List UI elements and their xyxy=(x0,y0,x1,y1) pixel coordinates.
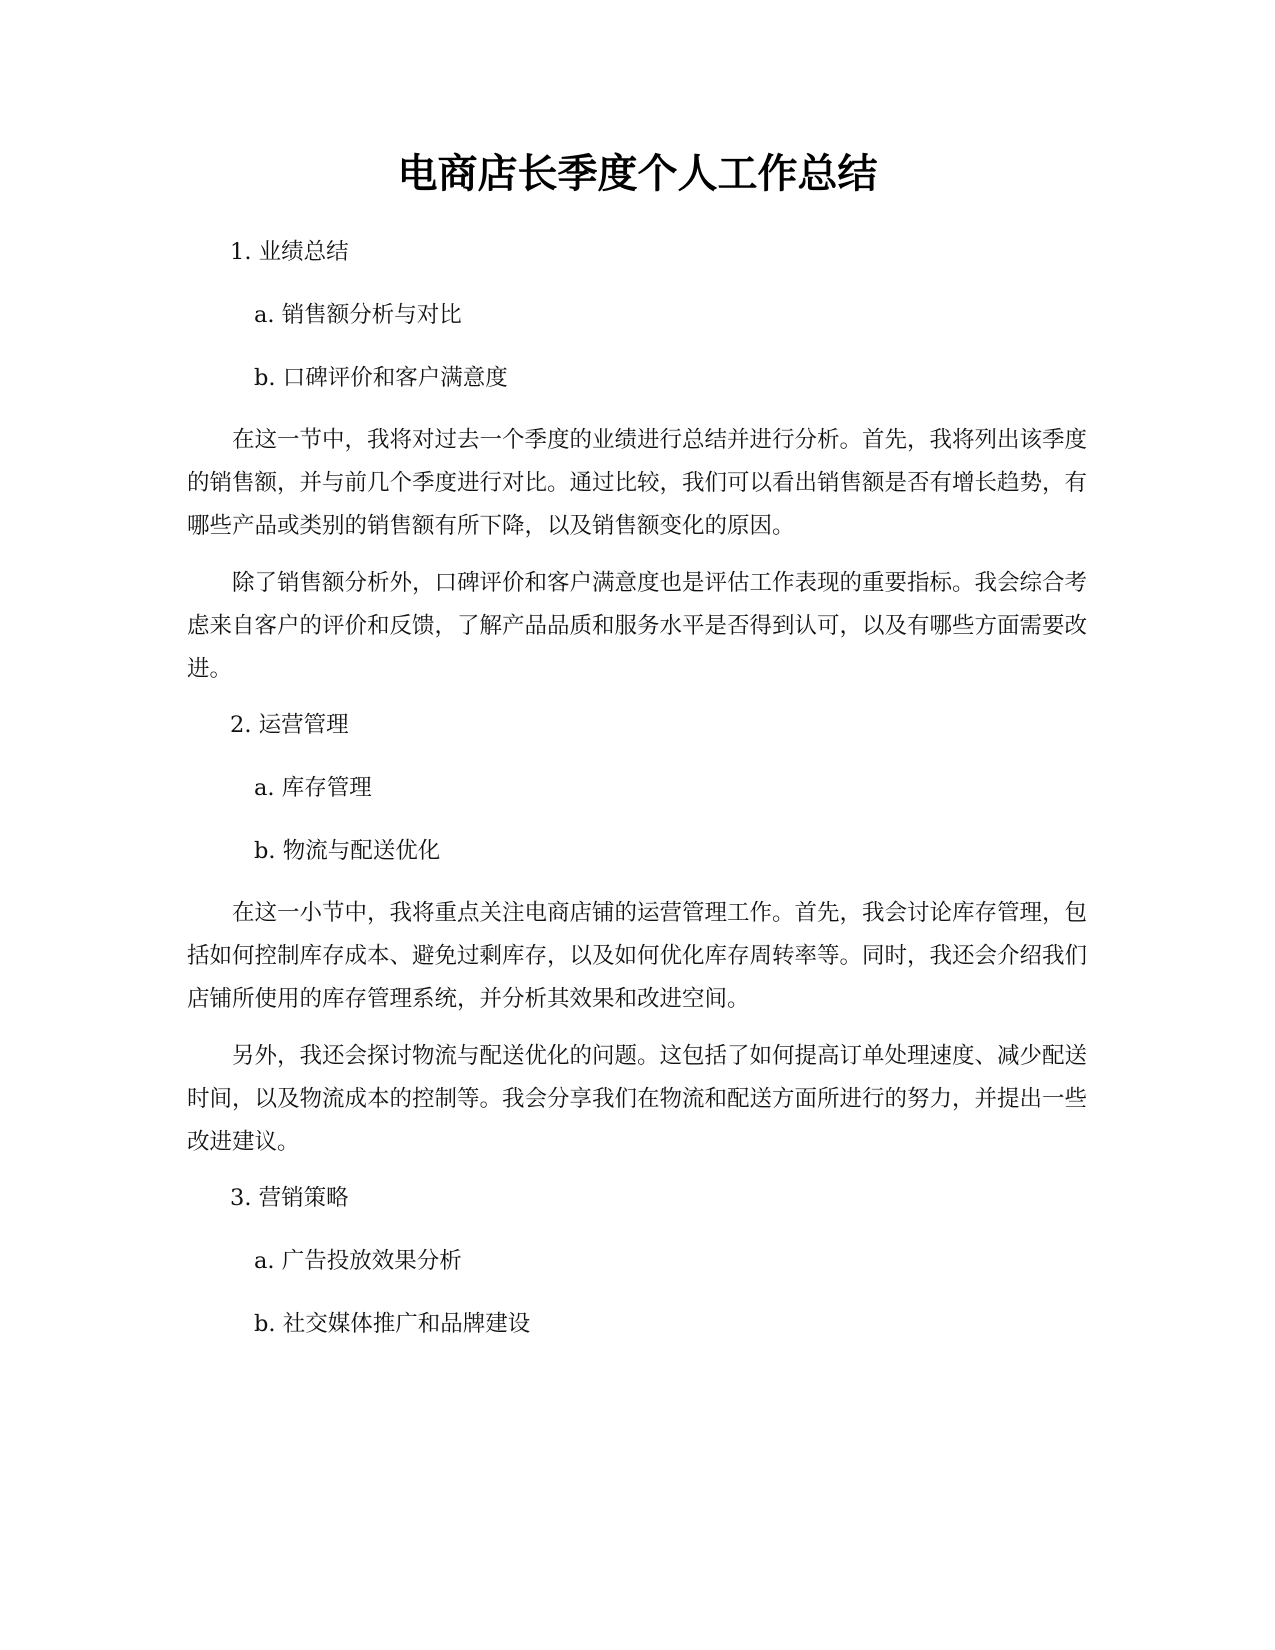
section-3-sub-a: a. 广告投放效果分析 xyxy=(254,1248,462,1274)
section-2-paragraph-2: 另外，我还会探讨物流与配送优化的问题。这包括了如何提高订单处理速度、减少配送时间，以及物流成本的控制等。我会分享我们在物流和配送方面所进行的努力，并提出一些改进建议。 xyxy=(187,1043,1088,1155)
section-1-sub-a: a. 销售额分析与对比 xyxy=(254,302,462,328)
section-3-sub-b: b. 社交媒体推广和品牌建设 xyxy=(254,1311,531,1337)
section-2-heading: 2. 运营管理 xyxy=(230,712,349,738)
section-1-heading: 1. 业绩总结 xyxy=(230,239,349,265)
document-title: 电商店长季度个人工作总结 xyxy=(397,151,878,197)
section-1-paragraph-2: 除了销售额分析外，口碑评价和客户满意度也是评估工作表现的重要指标。我会综合考虑来自客户的评价和反馈，了解产品品质和服务水平是否得到认可，以及有哪些方面需要改进。 xyxy=(187,570,1088,682)
section-1-sub-b: b. 口碑评价和客户满意度 xyxy=(254,365,508,391)
section-2-sub-a: a. 库存管理 xyxy=(254,775,372,801)
section-1-paragraph-1: 在这一节中，我将对过去一个季度的业绩进行总结并进行分析。首先，我将列出该季度的销售额，并与前几个季度进行对比。通过比较，我们可以看出销售额是否有增长趋势，有哪些产品或类别的销售额有所下降，以及销售额变化的原因。 xyxy=(187,427,1088,539)
section-3-heading: 3. 营销策略 xyxy=(230,1185,349,1211)
section-2-paragraph-1: 在这一小节中，我将重点关注电商店铺的运营管理工作。首先，我会讨论库存管理，包括如何控制库存成本、避免过剩库存，以及如何优化库存周转率等。同时，我还会介绍我们店铺所使用的库存管理系统，并分析其效果和改进空间。 xyxy=(187,900,1088,1012)
section-2-sub-b: b. 物流与配送优化 xyxy=(254,838,441,864)
